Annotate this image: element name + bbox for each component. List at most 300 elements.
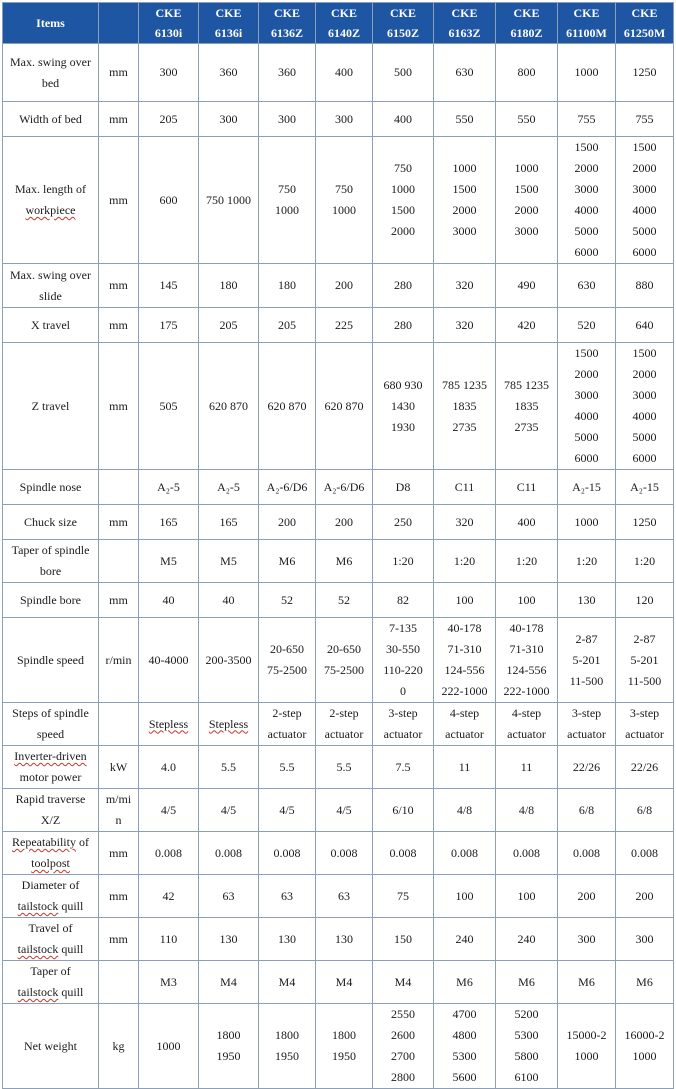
cell-line: mm	[109, 192, 128, 207]
cell-line: X/Z	[40, 813, 61, 827]
value-cell	[259, 470, 316, 505]
table-row	[3, 703, 674, 746]
value-cell	[139, 470, 199, 505]
value-cell	[259, 918, 316, 961]
value-cell	[199, 832, 259, 875]
value-cell	[616, 789, 674, 832]
cell-line	[4, 200, 97, 221]
cell-line: 300	[159, 65, 178, 79]
unit-cell	[99, 44, 139, 102]
cell-line: speed	[36, 727, 65, 741]
value-cell	[373, 102, 434, 137]
value-cell	[373, 540, 434, 583]
cell-line: 320	[455, 278, 474, 292]
cell-line: 42	[162, 888, 175, 903]
table-row	[3, 343, 674, 470]
cell-line: 400	[394, 111, 412, 126]
row-label	[3, 832, 99, 875]
cell-line: 205	[219, 317, 238, 332]
row-label	[3, 618, 99, 703]
value-cell	[496, 618, 558, 703]
value-cell	[558, 343, 616, 470]
cell-line: M4	[278, 974, 296, 989]
cell-line: 200	[278, 514, 296, 529]
header-row	[3, 3, 674, 44]
unit-cell	[99, 918, 139, 961]
cell-line: Max. swing over	[10, 54, 91, 69]
cell-line: 15000-2	[566, 1028, 607, 1042]
value-cell	[373, 1004, 434, 1089]
row-label	[3, 308, 99, 343]
value-cell	[558, 137, 616, 264]
cell-line: mm	[109, 111, 128, 126]
value-cell	[316, 470, 373, 505]
cell-line: 6000	[632, 451, 657, 465]
cell-line: r/min	[105, 652, 132, 667]
value-cell	[199, 1004, 259, 1089]
cell-line: 1500	[574, 346, 599, 360]
row-label	[3, 470, 99, 505]
cell-line: kg	[112, 1038, 125, 1053]
value-cell	[316, 789, 373, 832]
cell-line: 750	[335, 182, 353, 196]
cell-line: tailstock quill	[17, 985, 84, 999]
cell-line: Max. swing over	[10, 267, 91, 282]
value-cell	[616, 961, 674, 1004]
cell-line: 7.5	[395, 759, 411, 774]
value-cell	[558, 789, 616, 832]
cell-line: 2-87	[575, 631, 598, 646]
cell-line: 2000	[391, 224, 415, 238]
cell-line: 240	[455, 931, 474, 946]
table-row	[3, 875, 674, 918]
cell-line: 1500	[391, 203, 415, 217]
cell-line: 75-2500	[267, 663, 307, 677]
cell-line: Taper of spindle	[11, 543, 90, 557]
cell-line: 6100	[514, 1070, 539, 1084]
cell-line: 400	[517, 514, 536, 529]
cell-line: 4000	[574, 409, 599, 423]
value-cell	[434, 137, 496, 264]
cell-line	[140, 714, 197, 735]
cell-line: 1800	[275, 1028, 299, 1042]
value-cell	[616, 918, 674, 961]
cell-line: 3-step	[629, 706, 660, 720]
cell-line: 52	[338, 592, 350, 607]
cell-line: 0.008	[573, 845, 600, 860]
cell-line: CKE	[451, 6, 478, 20]
header-items	[3, 3, 99, 44]
cell-line: 300	[335, 111, 353, 126]
cell-line: 3-step	[388, 706, 418, 720]
cell-line: 3000	[452, 224, 477, 238]
value-cell	[558, 875, 616, 918]
value-cell	[316, 343, 373, 470]
cell-line: 40-178	[447, 621, 482, 635]
cell-line: 630	[455, 65, 474, 79]
cell-line: 0.008	[451, 845, 478, 860]
value-cell	[139, 832, 199, 875]
cell-line: 6163Z	[448, 26, 481, 40]
cell-line: 6136Z	[270, 26, 303, 40]
cell-line: 124-556	[506, 663, 547, 677]
value-cell	[496, 1004, 558, 1089]
value-cell	[316, 505, 373, 540]
value-cell	[259, 832, 316, 875]
cell-line: 4/5	[220, 802, 237, 817]
value-cell	[316, 44, 373, 102]
cell-line: 1000	[574, 65, 599, 79]
value-cell	[139, 703, 199, 746]
cell-line: 6000	[632, 245, 657, 259]
value-cell	[259, 618, 316, 703]
value-cell	[373, 789, 434, 832]
value-cell	[199, 505, 259, 540]
cell-line: mm	[109, 317, 128, 332]
value-cell	[496, 308, 558, 343]
unit-cell	[99, 540, 139, 583]
cell-line: M6	[335, 553, 353, 568]
value-cell	[616, 703, 674, 746]
value-cell	[316, 961, 373, 1004]
cell-line: 750	[394, 161, 412, 175]
value-cell	[199, 343, 259, 470]
cell-line: 130	[278, 931, 296, 946]
value-cell	[199, 703, 259, 746]
cell-line: actuator	[567, 727, 606, 741]
value-cell	[373, 308, 434, 343]
value-cell	[139, 918, 199, 961]
cell-line: bore	[39, 564, 62, 578]
value-cell	[434, 102, 496, 137]
cell-line: Spindle bore	[20, 592, 81, 607]
cell-line: 205	[278, 317, 296, 332]
value-cell	[316, 618, 373, 703]
row-label	[3, 918, 99, 961]
cell-line: 1000	[574, 514, 599, 529]
value-cell	[316, 1004, 373, 1089]
cell-line: 1250	[632, 65, 657, 79]
cell-line: 175	[159, 317, 178, 332]
value-cell	[139, 961, 199, 1004]
cell-line: bed	[41, 75, 60, 90]
value-cell	[434, 44, 496, 102]
cell-line: 3000	[632, 388, 657, 402]
spellcheck-word: Inverter-driven	[14, 749, 87, 763]
cell-line: Net weight	[24, 1038, 77, 1053]
cell-line: 1950	[275, 1049, 299, 1063]
value-cell	[316, 583, 373, 618]
value-cell	[316, 264, 373, 308]
header-model	[259, 3, 316, 44]
cell-line: 1800	[332, 1028, 356, 1042]
cell-line: 0	[400, 684, 406, 698]
value-cell	[139, 746, 199, 789]
cell-line: 620 870	[209, 398, 248, 413]
cell-line: actuator	[625, 727, 664, 741]
cell-line: 61100M	[566, 26, 607, 40]
value-cell	[259, 583, 316, 618]
value-cell	[259, 102, 316, 137]
cell-line: 300	[219, 111, 238, 126]
spellcheck-word: tailstock	[17, 899, 59, 913]
cell-line: 1:20	[575, 553, 598, 568]
table-row	[3, 264, 674, 308]
cell-line: 165	[219, 514, 238, 529]
unit-cell	[99, 789, 139, 832]
cell-line: 750	[278, 182, 296, 196]
cell-line: 2000	[574, 161, 599, 175]
cell-line: CKE	[155, 6, 182, 20]
value-cell	[373, 961, 434, 1004]
row-label	[3, 540, 99, 583]
cell-line: 5000	[574, 430, 599, 444]
value-cell	[373, 44, 434, 102]
cell-line: 145	[159, 278, 178, 292]
cell-line: 100	[455, 888, 474, 903]
cell-line: Spindle speed	[17, 652, 84, 667]
value-cell	[558, 308, 616, 343]
value-cell	[259, 789, 316, 832]
cell-line: 755	[635, 111, 654, 126]
cell-line: Max. length of	[15, 182, 86, 196]
value-cell	[316, 918, 373, 961]
spellcheck-word: toolpost	[31, 856, 70, 870]
cell-line: 2800	[391, 1070, 415, 1084]
table-row	[3, 746, 674, 789]
cell-line: 200	[335, 514, 353, 529]
cell-line: 200	[577, 888, 596, 903]
header-unit	[99, 3, 139, 44]
cell-line: m/mi	[105, 792, 132, 806]
row-label	[3, 264, 99, 308]
cell-line: 100	[455, 592, 474, 607]
cell-line: 2000	[632, 161, 657, 175]
cell-line: 5-201	[630, 652, 659, 667]
cell-line: Diameter of	[21, 878, 80, 892]
value-cell	[434, 961, 496, 1004]
value-cell	[373, 137, 434, 264]
cell-line: 1500	[574, 140, 599, 154]
value-cell	[558, 618, 616, 703]
table-row	[3, 832, 674, 875]
value-cell	[139, 343, 199, 470]
table-row	[3, 583, 674, 618]
cell-line: 6/10	[392, 802, 414, 817]
cell-line: 800	[517, 65, 536, 79]
cell-line: actuator	[267, 727, 307, 741]
header-model	[558, 3, 616, 44]
cell-line: 1:20	[453, 553, 476, 568]
cell-line: 1000	[452, 161, 477, 175]
row-label	[3, 746, 99, 789]
cell-line: 1950	[332, 1049, 356, 1063]
cell-line: M6	[278, 553, 296, 568]
cell-line: 71-310	[509, 642, 544, 656]
table-row	[3, 540, 674, 583]
cell-line: 4/5	[336, 802, 352, 817]
cell-line: 1500	[514, 182, 539, 196]
cell-line: C11	[516, 479, 537, 494]
value-cell	[373, 703, 434, 746]
cell-line: 40	[222, 592, 235, 607]
cell-line: 3000	[632, 182, 657, 196]
value-cell	[259, 264, 316, 308]
value-cell	[199, 137, 259, 264]
cell-line: mm	[109, 931, 128, 946]
cell-line: 420	[517, 317, 536, 332]
cell-line: 4-step	[511, 706, 542, 720]
cell-line: 110-220	[383, 663, 423, 677]
cell-line: 20-650	[327, 642, 361, 656]
cell-line: mm	[109, 888, 128, 903]
cell-line: CKE	[513, 6, 540, 20]
cell-line: 2735	[452, 419, 477, 434]
value-cell	[434, 308, 496, 343]
value-cell	[139, 264, 199, 308]
cell-line: 2600	[391, 1028, 415, 1042]
cell-line: 5300	[452, 1049, 477, 1063]
cell-line: 600	[159, 192, 178, 207]
value-cell	[496, 789, 558, 832]
cell-line: 1250	[632, 514, 657, 529]
cell-line: mm	[109, 592, 128, 607]
unit-cell	[99, 343, 139, 470]
value-cell	[558, 44, 616, 102]
cell-line: 5.5	[279, 759, 295, 774]
table-row	[3, 137, 674, 264]
cell-line: 320	[455, 514, 474, 529]
value-cell	[259, 1004, 316, 1089]
cell-line: M6	[518, 974, 535, 989]
cell-line: 1000	[391, 182, 415, 196]
value-cell	[616, 746, 674, 789]
cell-line: 1000	[514, 161, 539, 175]
cell-line: 222-1000	[441, 684, 488, 698]
cell-line: M6	[636, 974, 653, 989]
cell-line: 110	[159, 931, 178, 946]
value-cell	[558, 703, 616, 746]
value-cell	[558, 583, 616, 618]
value-cell	[616, 343, 674, 470]
value-cell	[139, 1004, 199, 1089]
spellcheck-word: Repeatability	[12, 835, 76, 849]
value-cell	[558, 1004, 616, 1089]
cell-line: 3000	[574, 388, 599, 402]
cell-line: 11	[458, 759, 471, 774]
unit-cell	[99, 1004, 139, 1089]
cell-line: 63	[281, 888, 293, 903]
value-cell	[199, 875, 259, 918]
cell-line: mm	[109, 845, 128, 860]
value-cell	[496, 102, 558, 137]
value-cell	[199, 746, 259, 789]
cell-line: CKE	[389, 6, 416, 20]
cell-line: 1500	[632, 140, 657, 154]
cell-line: 71-310	[447, 642, 482, 656]
value-cell	[259, 703, 316, 746]
header-model	[496, 3, 558, 44]
row-label	[3, 343, 99, 470]
cell-line: 11-500	[627, 673, 662, 688]
value-cell	[616, 102, 674, 137]
cell-line: 1835	[514, 398, 539, 413]
row-label	[3, 44, 99, 102]
value-cell	[616, 264, 674, 308]
cell-line: 40	[162, 592, 175, 607]
value-cell	[259, 961, 316, 1004]
unit-cell	[99, 470, 139, 505]
value-cell	[434, 583, 496, 618]
cell-line: tailstock quill	[17, 899, 84, 913]
cell-line	[200, 714, 257, 735]
cell-line: actuator	[324, 727, 364, 741]
cell-line	[4, 853, 97, 874]
cell-line: 2700	[391, 1049, 415, 1063]
cell-line	[4, 746, 97, 767]
value-cell	[616, 875, 674, 918]
value-cell	[373, 618, 434, 703]
spellcheck-word: Stepless	[148, 716, 189, 731]
value-cell	[558, 102, 616, 137]
value-cell	[316, 137, 373, 264]
cell-line: 490	[517, 278, 536, 292]
cell-line: 1930	[391, 419, 415, 434]
cell-line: 5000	[632, 430, 657, 444]
cell-line: 63	[338, 888, 350, 903]
cell-line: actuator	[383, 727, 423, 741]
cell-line: 1:20	[633, 553, 656, 568]
value-cell	[199, 540, 259, 583]
value-cell	[558, 832, 616, 875]
cell-line: 180	[219, 278, 238, 292]
cell-line: 750 1000	[206, 192, 251, 207]
value-cell	[616, 44, 674, 102]
cell-line: X travel	[31, 317, 70, 332]
value-cell	[558, 961, 616, 1004]
cell-line: 75	[397, 888, 409, 903]
cell-line: 3000	[574, 182, 599, 196]
cell-line: CKE	[330, 6, 357, 20]
value-cell	[373, 583, 434, 618]
cell-line: M6	[456, 974, 473, 989]
cell-line: 30-550	[386, 642, 420, 656]
cell-line: 6000	[574, 451, 599, 465]
header-model	[616, 3, 674, 44]
cell-line: 5000	[574, 224, 599, 238]
cell-line: 0.008	[330, 845, 358, 860]
cell-line: 7-135	[389, 621, 417, 635]
cell-line: 225	[335, 317, 353, 332]
unit-cell	[99, 618, 139, 703]
cell-line: 320	[455, 317, 474, 332]
value-cell	[496, 832, 558, 875]
value-cell	[259, 44, 316, 102]
cell-line: 4/5	[279, 802, 295, 817]
cell-line: 5800	[514, 1049, 539, 1063]
row-label	[3, 703, 99, 746]
cell-line: 1800	[216, 1028, 241, 1042]
cell-line: CKE	[573, 6, 600, 20]
cell-line: 2000	[632, 367, 657, 381]
cell-line: 4.0	[161, 759, 176, 774]
value-cell	[616, 308, 674, 343]
table-row	[3, 102, 674, 137]
value-cell	[434, 470, 496, 505]
value-cell	[316, 540, 373, 583]
cell-line: 500	[394, 65, 412, 79]
cell-line: 6180Z	[510, 26, 543, 40]
